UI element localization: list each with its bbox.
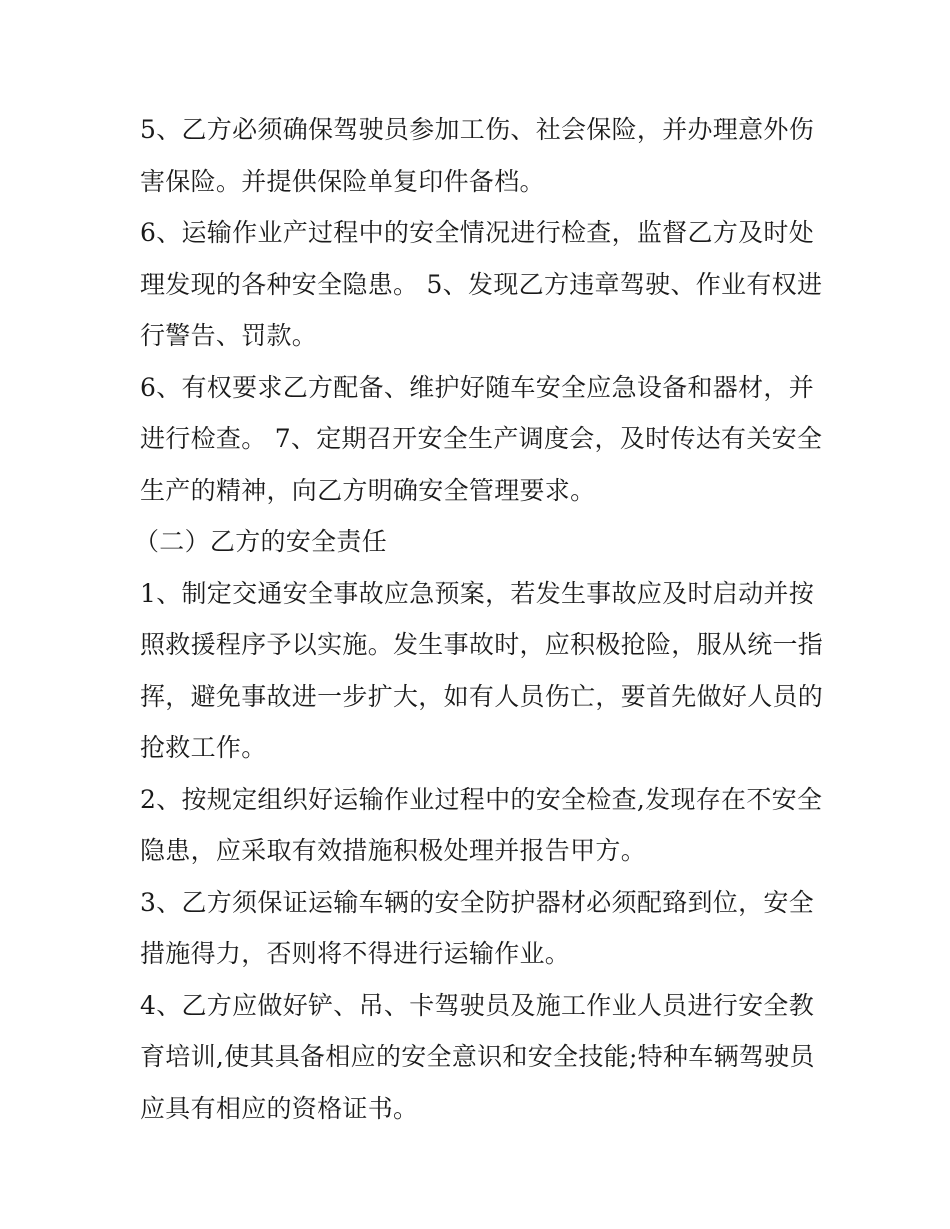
paragraph-3-vehicle-equipment bbox=[140, 877, 820, 980]
text-line: 理发现的各种安全隐患。 5、发现乙方违章驾驶、作业有权进 bbox=[140, 269, 823, 299]
text-line: 6、运输作业产过程中的安全情况进行检查，监督乙方及时处 bbox=[140, 218, 815, 247]
text-line: 2、按规定组织好运输作业过程中的安全检查,发现存在不安全 bbox=[140, 784, 823, 814]
text-line: 5、乙方必须确保驾驶员参加工伤、社会保险，并办理意外伤 bbox=[140, 115, 815, 144]
paragraph-6-equipment bbox=[140, 362, 823, 517]
text-line: 隐患，应采取有效措施积极处理并报告甲方。 bbox=[140, 836, 647, 865]
text-line: 育培训,使其具备相应的安全意识和安全技能;特种车辆驾驶员 bbox=[140, 1042, 815, 1071]
text-line: 生产的精神，向乙方明确安全管理要求。 bbox=[140, 475, 596, 505]
text-line: 照救援程序予以实施。发生事故时，应积极抢险，服从统一指 bbox=[140, 630, 824, 659]
section-heading bbox=[134, 516, 820, 568]
text-line: 措施得力，否则将不得进行运输作业。 bbox=[140, 939, 571, 968]
paragraph-6-inspection bbox=[140, 207, 823, 362]
text-line: 应具有相应的资格证书。 bbox=[140, 1093, 419, 1123]
text-line: 害保险。并提供保险单复印件备档。 bbox=[140, 166, 545, 196]
text-line: 抢救工作。 bbox=[140, 733, 267, 762]
paragraph-5-insurance bbox=[140, 104, 820, 207]
text-line: 进行检查。 7、定期召开安全生产调度会，及时传达有关安全 bbox=[140, 424, 823, 453]
text-line: 1、制定交通安全事故应急预案，若发生事故应及时启动并按 bbox=[140, 578, 815, 608]
text-line: 6、有权要求乙方配备、维护好随车安全应急设备和器材，并 bbox=[140, 372, 815, 402]
paragraph-2-safety-check bbox=[140, 774, 823, 877]
paragraph-4-training bbox=[140, 980, 820, 1135]
text-line: 行警告、罚款。 bbox=[140, 321, 318, 350]
text-line: 3、乙方须保证运输车辆的安全防护器材必须配臵到位，安全 bbox=[140, 887, 815, 917]
section-heading-text: （二）乙方的安全责任 bbox=[134, 527, 388, 556]
paragraph-1-emergency-plan bbox=[140, 568, 824, 774]
text-line: 挥，避免事故进一步扩大，如有人员伤亡，要首先做好人员的 bbox=[140, 681, 824, 711]
document-body bbox=[134, 104, 824, 1134]
text-line: 4、乙方应做好铲、吊、卡驾驶员及施工作业人员进行安全教 bbox=[140, 990, 815, 1020]
